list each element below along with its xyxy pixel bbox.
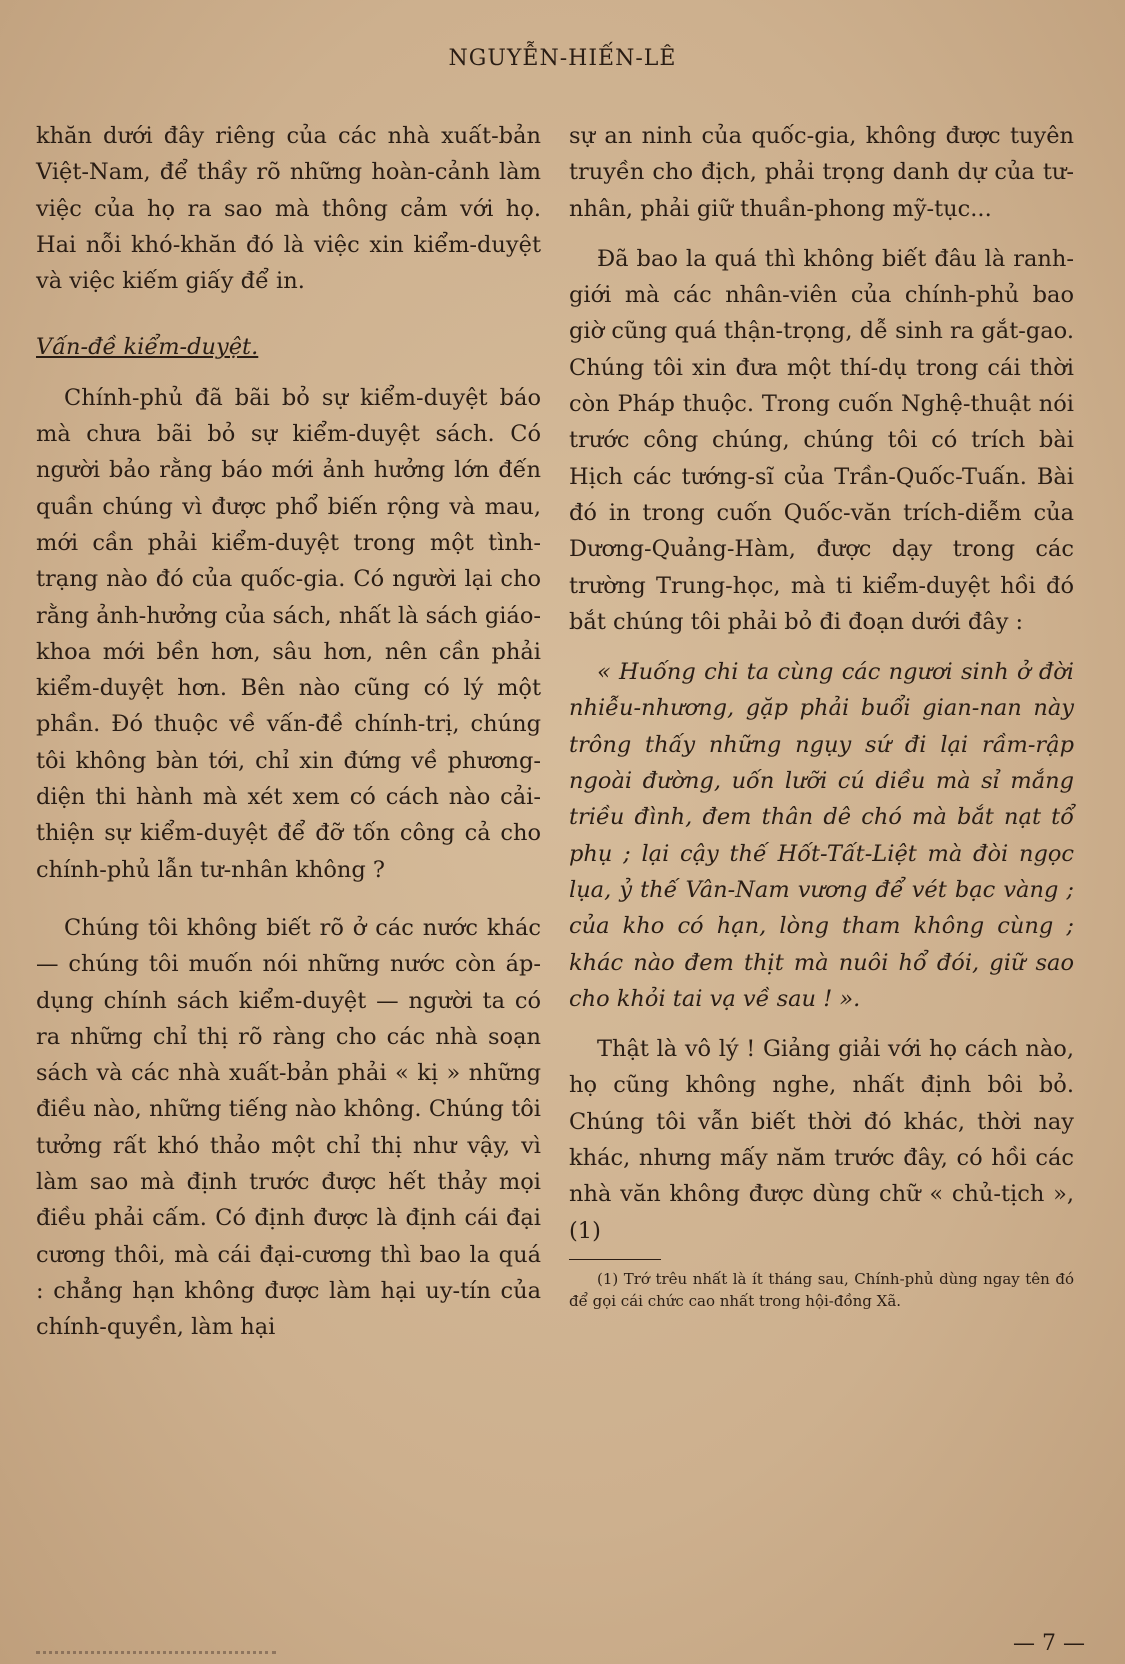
paragraph: Chính-phủ đã bãi bỏ sự kiểm-duyệt báo mà chưa bãi bỏ sự kiểm-duyệt sách. Có người bảo rằng báo mới ảnh hưởng lớn đến quần chúng vì được phổ biến rộng và mau, mới cần phải kiểm-duyệt trong một tình-trạng nào đó của quốc-gia. Có người lại cho rằng ảnh-hưởng của sách, nhất là sách giáo-khoa mới bền hơn, sâu hơn, nên cần phải kiểm-duyệt hơn. Bên nào cũng có lý một phần. Đó thuộc về vấn-đề chính-trị, chúng tôi không bàn tới, chỉ xin đứng về phương-diện thi hành mà xét xem có cách nào cải-thiện sự kiểm-duyệt để đỡ tốn công cả cho chính-phủ lẫn tư-nhân không ? [36, 384, 541, 883]
running-header: NGUYỄN-HIẾN-LÊ [448, 46, 677, 71]
paragraph: khăn dưới đây riêng của các nhà xuất-bản Việt-Nam, để thầy rõ những hoàn-cảnh làm việc của họ ra sao mà thông cảm với họ. Hai nỗi khó-khăn đó là việc xin kiểm-duyệt và việc kiếm giấy để in. [36, 123, 541, 295]
right-column [569, 118, 1074, 1312]
cropped-footer-line [36, 1651, 276, 1664]
page-number: — 7 — [1013, 1631, 1085, 1656]
section-title: Vấn-đề kiểm-duyệt. [36, 334, 259, 361]
paragraph: sự an ninh của quốc-gia, không được tuyên truyền cho địch, phải trọng danh dự của tư-nhân, phải giữ thuần-phong mỹ-tục... [569, 123, 1074, 222]
paragraph: Đã bao la quá thì không biết đâu là ranh-giới mà các nhân-viên của chính-phủ bao giờ cũng quá thận-trọng, dễ sinh ra gắt-gao. Chúng tôi xin đưa một thí-dụ trong cái thời còn Pháp thuộc. Trong cuốn Nghệ-thuật nói trước công chúng, chúng tôi có trích bài Hịch các tướng-sĩ của Trần-Quốc-Tuấn. Bài đó in trong cuốn Quốc-văn trích-diễm của Dương-Quảng-Hàm, được dạy trong các trường Trung-học, mà ti kiểm-duyệt hồi đó bắt chúng tôi phải bỏ đi đoạn dưới đây : [569, 245, 1074, 635]
paragraph: Thật là vô lý ! Giảng giải với họ cách nào, họ cũng không nghe, nhất định bôi bỏ. Chúng tôi vẫn biết thời đó khác, thời nay khác, nhưng mấy năm trước đây, có hồi các nhà văn không được dùng chữ « chủ-tịch », (1) [569, 1036, 1074, 1244]
left-column [36, 118, 541, 1346]
footnote: (1) Trớ trêu nhất là ít tháng sau, Chính-phủ dùng ngay tên đó để gọi cái chức cao nhất trong hội-đồng Xã. [569, 1269, 1074, 1310]
footnote-rule [569, 1259, 661, 1260]
paragraph: Chúng tôi không biết rõ ở các nước khác — chúng tôi muốn nói những nước còn áp-dụng chính sách kiểm-duyệt — người ta có ra những chỉ thị rõ ràng cho các nhà soạn sách và các nhà xuất-bản phải « kị » những điều nào, những tiếng nào không. Chúng tôi tưởng rất khó thảo một chỉ thị như vậy, vì làm sao mà định trước được hết thảy mọi điều phải cấm. Có định được là định cái đại cương thôi, mà cái đại-cương thì bao la quá : chẳng hạn không được làm hại uy-tín của chính-quyền, làm hại [36, 914, 541, 1341]
quotation: « Huống chi ta cùng các ngươi sinh ở đời nhiễu-nhương, gặp phải buổi gian-nan này trông thấy những ngụy sứ đi lại rầm-rập ngoài đường, uốn lưỡi cú diều mà sỉ mắng triều đình, đem thân dê chó mà bắt nạt tổ phụ ; lại cậy thế Hốt-Tất-Liệt mà đòi ngọc lụa, ỷ thế Vân-Nam vương để vét bạc vàng ; của kho có hạn, lòng tham không cùng ; khác nào đem thịt mà nuôi hổ đói, giữ sao cho khỏi tai vạ về sau ! ». [569, 659, 1074, 1012]
